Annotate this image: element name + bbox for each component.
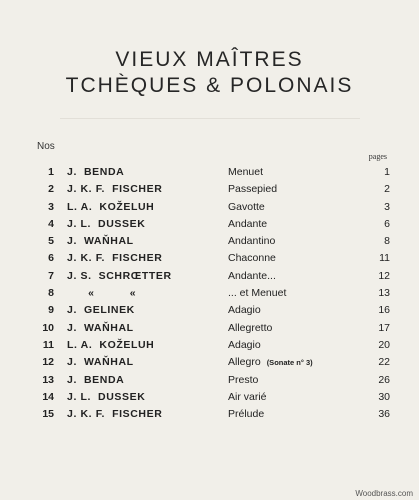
page-number: 30 xyxy=(378,390,390,403)
composer-name: J. GELINEK xyxy=(67,304,135,317)
piece-title-text: Passepied xyxy=(228,183,278,196)
piece-title xyxy=(228,406,264,423)
table-row xyxy=(0,320,419,337)
table-row xyxy=(0,233,419,250)
piece-title-text: Allegretto xyxy=(228,321,273,334)
piece-title xyxy=(228,354,313,371)
page-number: 36 xyxy=(378,408,390,421)
composer-name: J. S. SCHRŒTTER xyxy=(67,269,172,282)
table-row xyxy=(0,406,419,423)
contents-table xyxy=(0,164,419,423)
piece-title-text: Andante... xyxy=(228,269,276,282)
piece-title-text: Gavotte xyxy=(228,200,265,213)
piece-title xyxy=(228,181,277,198)
row-number: 14 xyxy=(42,390,54,403)
number-column-header: Nos xyxy=(37,141,55,152)
composer-name: J. WAŇHAL xyxy=(67,235,134,248)
page-number: 11 xyxy=(379,252,390,265)
composer-name: L. A. KOŽELUH xyxy=(67,338,155,351)
table-row xyxy=(0,285,419,302)
table-row xyxy=(0,199,419,216)
piece-note: (Sonate n° 3) xyxy=(266,358,313,368)
composer-name: J. BENDA xyxy=(67,166,125,178)
piece-title-text: Adagio xyxy=(228,338,261,351)
piece-title xyxy=(228,199,265,216)
table-row xyxy=(0,268,419,285)
row-number: 12 xyxy=(42,356,54,369)
page-number: 1 xyxy=(384,166,390,178)
page-number: 20 xyxy=(378,338,390,351)
table-row xyxy=(0,250,419,267)
row-number: 4 xyxy=(48,217,54,230)
table-row xyxy=(0,389,419,406)
composer-name: L. A. KOŽELUH xyxy=(67,200,155,213)
table-row xyxy=(0,302,419,319)
piece-title xyxy=(228,320,272,337)
composer-name: J. K. F. FISCHER xyxy=(67,183,163,196)
page-number: 2 xyxy=(384,183,390,196)
page-number: 13 xyxy=(378,287,390,300)
table-row xyxy=(0,216,419,233)
row-number: 6 xyxy=(48,252,54,265)
piece-title-text: Adagio xyxy=(228,304,261,317)
piece-title-text: Andantino xyxy=(228,235,276,248)
composer-name: J. K. F. FISCHER xyxy=(67,408,163,421)
page-number: 16 xyxy=(378,304,390,317)
row-number: 2 xyxy=(48,183,54,196)
page-number: 8 xyxy=(384,235,390,248)
page-number: 12 xyxy=(378,269,390,282)
row-number: 9 xyxy=(48,304,54,317)
row-number: 11 xyxy=(42,338,54,351)
row-number: 5 xyxy=(48,235,54,248)
pages-column-header: pages xyxy=(368,152,387,161)
watermark: Woodbrass.com xyxy=(355,489,413,498)
piece-title-text: Allegro xyxy=(228,356,261,369)
composer-name: J. K. F. FISCHER xyxy=(67,252,163,265)
piece-title xyxy=(228,268,276,285)
page-number: 26 xyxy=(378,373,390,386)
piece-title xyxy=(228,372,258,389)
row-number: 15 xyxy=(42,408,54,421)
row-number: 13 xyxy=(42,373,54,386)
piece-title-text: Chaconne xyxy=(228,252,276,265)
table-row xyxy=(0,164,419,181)
piece-title xyxy=(228,302,261,319)
table-row xyxy=(0,337,419,354)
composer-name: « « xyxy=(67,287,137,300)
row-number: 3 xyxy=(48,200,54,213)
piece-title xyxy=(228,250,276,267)
title-line-1: VIEUX MAÎTRES xyxy=(115,48,304,71)
piece-title-text: Menuet xyxy=(228,166,264,178)
composer-name: J. WAŇHAL xyxy=(67,321,134,334)
piece-title xyxy=(228,216,267,233)
table-row xyxy=(0,354,419,371)
row-number: 7 xyxy=(48,269,54,282)
title-line-2: TCHÈQUES & POLONAIS xyxy=(65,74,354,97)
row-number: 10 xyxy=(42,321,54,334)
row-number: 1 xyxy=(48,166,54,178)
row-number: 8 xyxy=(48,287,54,300)
piece-title xyxy=(228,285,286,302)
piece-title-text: Andante xyxy=(228,217,268,230)
piece-title-text: Prélude xyxy=(228,408,265,421)
page-number: 22 xyxy=(378,356,390,369)
page-number: 6 xyxy=(384,217,390,230)
piece-title xyxy=(228,389,267,406)
table-row xyxy=(0,372,419,389)
composer-name: J. WAŇHAL xyxy=(67,356,134,369)
piece-title-text: ... et Menuet xyxy=(228,287,287,300)
composer-name: J. BENDA xyxy=(67,373,125,386)
piece-title-text: Presto xyxy=(228,373,259,386)
table-row xyxy=(0,181,419,198)
piece-title xyxy=(228,337,261,354)
piece-title-text: Air varié xyxy=(228,390,267,403)
composer-name: J. L. DUSSEK xyxy=(67,217,146,230)
page-number: 17 xyxy=(378,321,390,334)
piece-title xyxy=(228,164,263,181)
piece-title xyxy=(228,233,275,250)
page-number: 3 xyxy=(384,200,390,213)
composer-name: J. L. DUSSEK xyxy=(67,390,146,403)
